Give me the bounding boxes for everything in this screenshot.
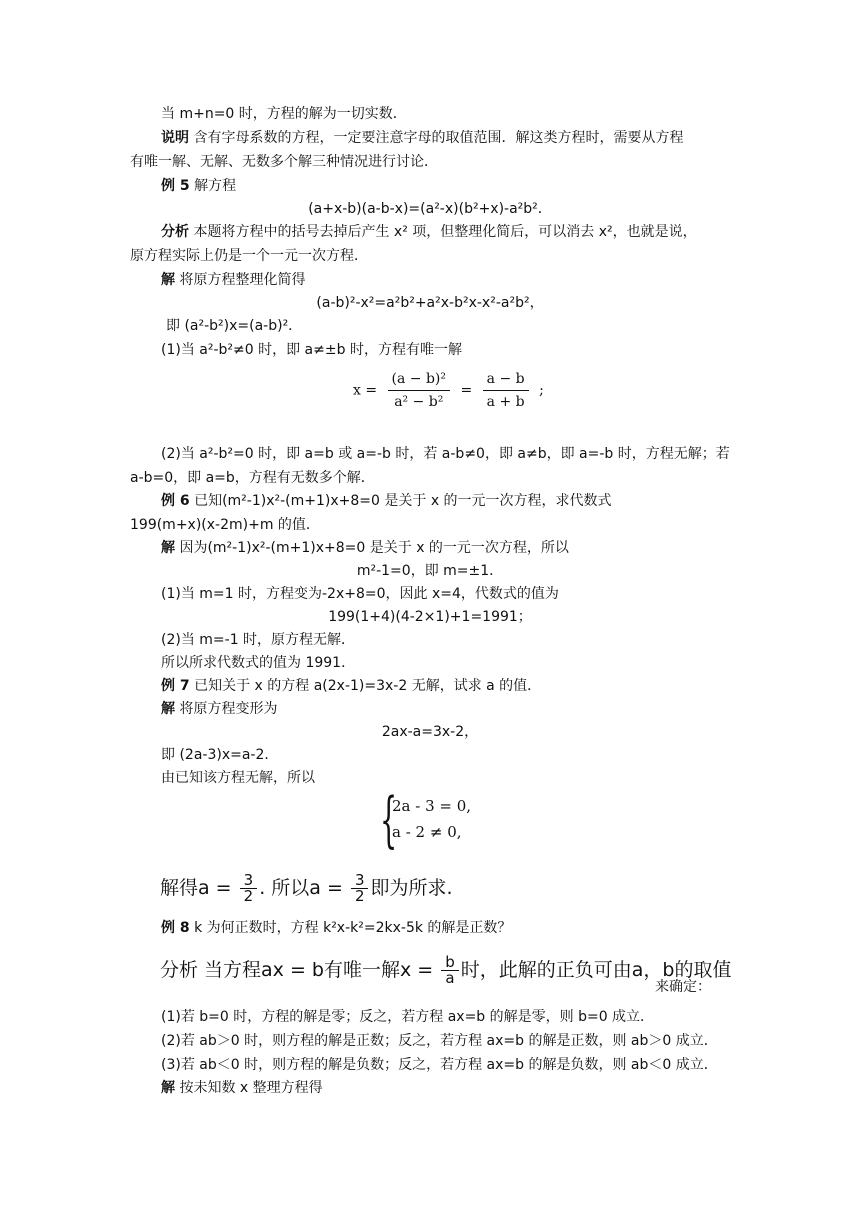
text-line bbox=[161, 270, 305, 290]
text-span: 按未知数 x 整理方程得 bbox=[179, 1080, 323, 1096]
text-span: k 为何正数时，方程 k²x-k²=2kx-5k 的解是正数？ bbox=[194, 920, 512, 936]
fraction bbox=[351, 873, 369, 904]
text-span: 分析 当方程ax = b有唯一解x = bbox=[160, 959, 434, 981]
text-span: 解方程 bbox=[194, 178, 237, 194]
text-span: 将原方程整理化简得 bbox=[179, 272, 306, 288]
left-brace-icon: { bbox=[380, 785, 398, 855]
denominator: a bbox=[441, 970, 459, 986]
equation: (a+x-b)(a-b-x)=(a²-x)(b²+x)-a²b²． bbox=[308, 201, 552, 217]
text-span: 已知(m²-1)x²-(m+1)x+8=0 是关于 x 的一元一次方程，求代数式 bbox=[194, 493, 612, 509]
denominator: 2 bbox=[351, 888, 369, 904]
text-span: 时，此解的正负可由a，b的取值 bbox=[460, 959, 732, 981]
text-span: 即为所求. bbox=[370, 877, 453, 899]
text-line: (1)当 m=1 时，方程变为-2x+8=0，因此 x=4，代数式的值为 bbox=[161, 586, 559, 602]
text-line: 当 m+n=0 时，方程的解为一切实数． bbox=[161, 106, 407, 122]
text-span: 解得a = bbox=[160, 877, 232, 899]
text-line: 来确定： bbox=[655, 979, 711, 995]
fraction bbox=[240, 873, 258, 904]
denominator: a + b bbox=[483, 390, 529, 413]
text-line bbox=[161, 222, 697, 242]
equation: (a-b)²-x²=a²b²+a²x-b²x-x²-a²b²， bbox=[316, 295, 544, 311]
numerator: 3 bbox=[243, 871, 254, 889]
text-line bbox=[161, 538, 569, 558]
text-line bbox=[161, 128, 683, 148]
solution-label: 解 bbox=[161, 272, 175, 288]
example-label: 例 8 bbox=[161, 920, 190, 936]
example-label: 例 5 bbox=[161, 178, 190, 194]
text-line bbox=[161, 1078, 323, 1098]
equation: m²-1=0，即 m=±1． bbox=[356, 563, 504, 579]
denominator: a² − b² bbox=[388, 390, 450, 413]
text-span: 因为(m²-1)x²-(m+1)x+8=0 是关于 x 的一元一次方程，所以 bbox=[179, 540, 569, 556]
system-line: 2a - 3 = 0, bbox=[392, 797, 472, 815]
solution-label: 解 bbox=[161, 1080, 175, 1096]
numerator: (a − b)² bbox=[391, 371, 447, 387]
numerator: b bbox=[445, 953, 455, 971]
text-span: 将原方程变形为 bbox=[179, 701, 278, 717]
text-span: . 所以a = bbox=[259, 877, 343, 899]
equation: 199(1+4)(4-2×1)+1=1991； bbox=[328, 609, 532, 625]
text-line bbox=[161, 676, 541, 696]
formula-unique-solution bbox=[353, 368, 544, 413]
analysis-label: 分析 bbox=[161, 224, 189, 240]
formula-part: = bbox=[460, 382, 473, 399]
numerator: 3 bbox=[354, 871, 365, 889]
numerator: a − b bbox=[486, 371, 525, 387]
text-span: 已知关于 x 的方程 a(2x-1)=3x-2 无解，试求 a 的值． bbox=[194, 678, 542, 694]
text-line: 所以所求代数式的值为 1991． bbox=[161, 655, 356, 671]
text-line: 有唯一解、无解、无数多个解三种情况进行讨论． bbox=[130, 154, 438, 170]
solution-label: 解 bbox=[161, 701, 175, 717]
text-line: (1)若 b=0 时，方程的解是零；反之，若方程 ax=b 的解是零，则 b=0 成立． bbox=[161, 1009, 655, 1025]
note-label: 说明 bbox=[161, 130, 189, 146]
fraction bbox=[388, 368, 450, 413]
text-line: 即 (2a-3)x=a-2． bbox=[161, 747, 279, 763]
text-line: 199(m+x)(x-2m)+m 的值． bbox=[130, 517, 320, 533]
denominator: 2 bbox=[240, 888, 258, 904]
text-line: 即 (a²-b²)x=(a-b)²． bbox=[166, 318, 303, 334]
text-line bbox=[161, 176, 236, 196]
text-line bbox=[161, 491, 612, 511]
fraction bbox=[441, 955, 459, 986]
text-line bbox=[161, 699, 277, 719]
text-line bbox=[161, 918, 511, 938]
system-line: a - 2 ≠ 0, bbox=[392, 823, 462, 841]
text-line: (2)若 ab＞0 时，则方程的解是正数；反之，若方程 ax=b 的解是正数，则 ab＞0 成立． bbox=[161, 1033, 718, 1049]
formula-part: ; bbox=[539, 382, 544, 399]
example-label: 例 7 bbox=[161, 678, 190, 694]
text-span: 本题将方程中的括号去掉后产生 x² 项，但整理化简后，可以消去 x²，也就是说， bbox=[193, 224, 697, 240]
equation: 2ax-a=3x-2， bbox=[381, 724, 479, 740]
text-line: 由已知该方程无解，所以 bbox=[161, 770, 315, 786]
result-line bbox=[160, 873, 453, 904]
fraction bbox=[483, 368, 529, 413]
example-label: 例 6 bbox=[161, 493, 190, 509]
analysis-line bbox=[160, 955, 732, 986]
formula-part: x = bbox=[353, 382, 378, 399]
text-line: 原方程实际上仍是一个一元一次方程． bbox=[130, 248, 368, 264]
text-line: (3)若 ab＜0 时，则方程的解是负数；反之，若方程 ax=b 的解是负数，则 ab＜0 成立． bbox=[161, 1057, 718, 1073]
text-span: 含有字母系数的方程，一定要注意字母的取值范围．解这类方程时，需要从方程 bbox=[193, 130, 684, 146]
solution-label: 解 bbox=[161, 540, 175, 556]
text-line: (1)当 a²-b²≠0 时，即 a≠±b 时，方程有唯一解 bbox=[161, 342, 462, 358]
text-line: (2)当 a²-b²=0 时，即 a=b 或 a=-b 时，若 a-b≠0，即 a≠b，即 a=-b 时，方程无解；若 bbox=[161, 446, 730, 462]
text-line: a-b=0，即 a=b，方程有无数多个解． bbox=[130, 470, 375, 486]
text-line: (2)当 m=-1 时，原方程无解． bbox=[161, 632, 356, 648]
